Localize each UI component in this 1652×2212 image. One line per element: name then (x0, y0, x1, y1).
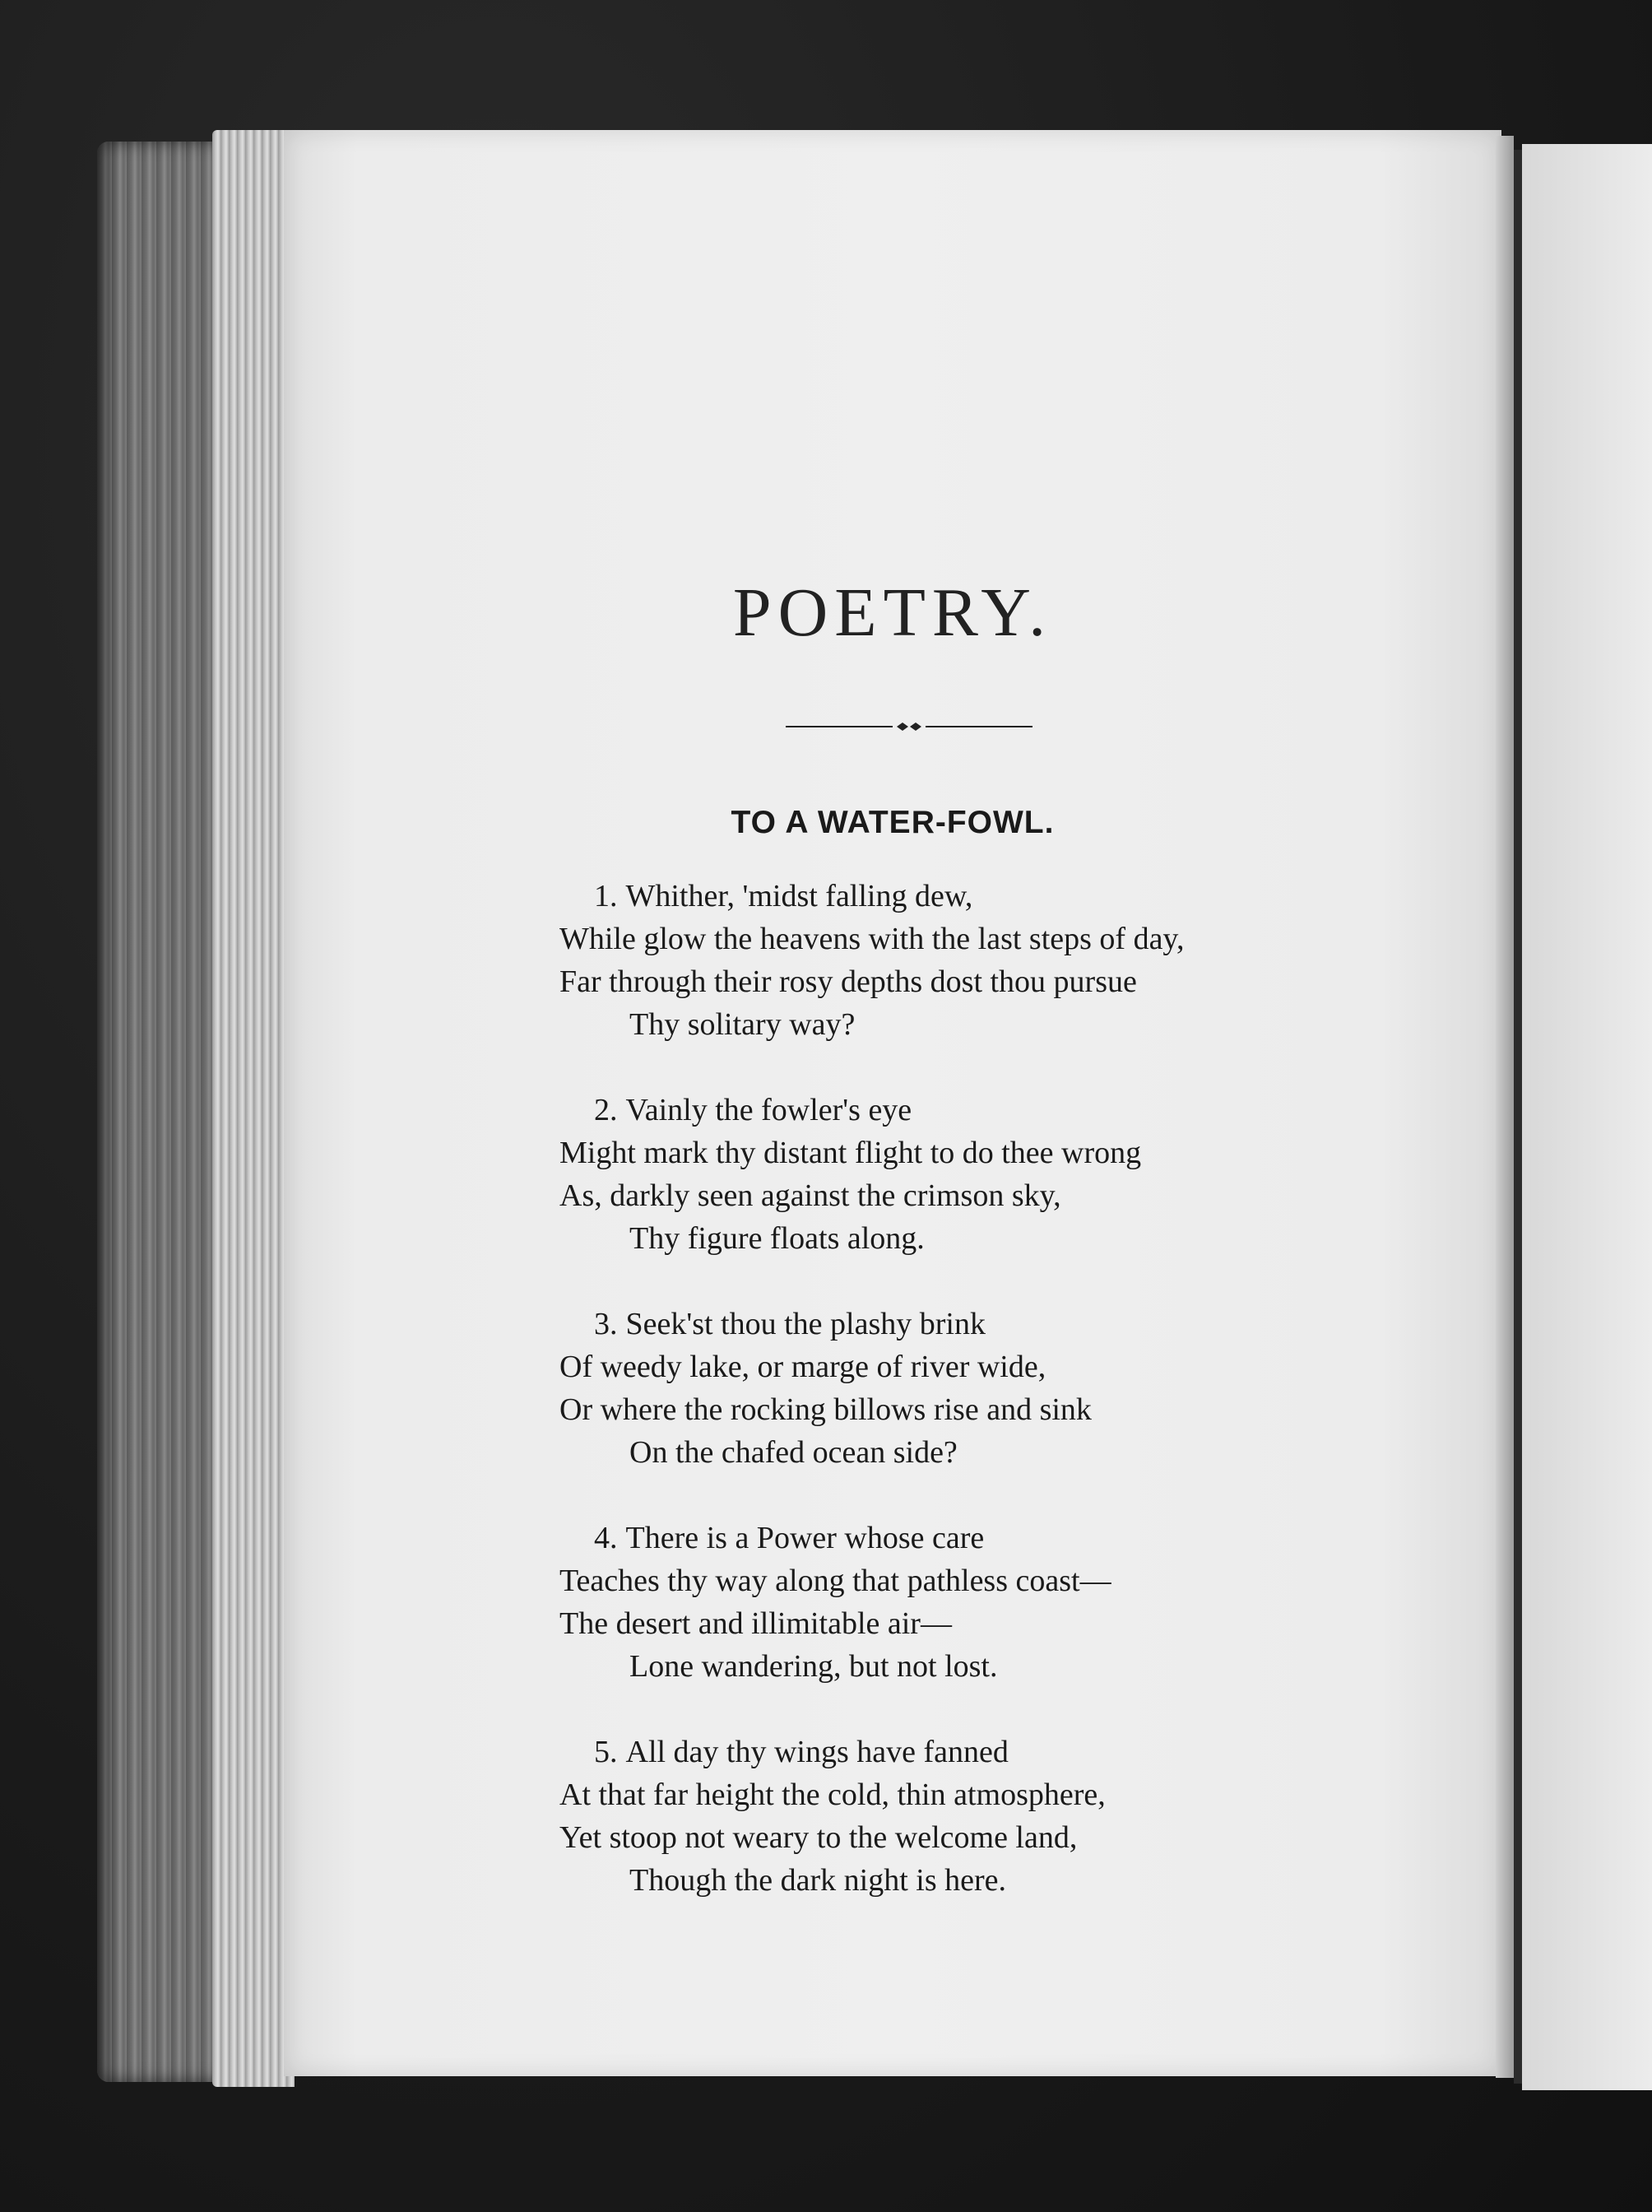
poem-line: Far through their rosy depths dost thou pursue (559, 964, 1137, 999)
poem-line: While glow the heavens with the last steps of day, (559, 922, 1185, 956)
page-gutter-shadow (1514, 150, 1522, 2084)
page-gutter (1496, 136, 1514, 2078)
poem-line: Thy figure floats along. (629, 1221, 925, 1256)
stanza-number: 5. (594, 1735, 618, 1769)
poem-line: At that far height the cold, thin atmosphere, (559, 1778, 1106, 1812)
poem-title: TO A WATER-FOWL. (731, 805, 1055, 840)
poem-line: Thy solitary way? (629, 1007, 856, 1042)
book-page-edges-light (212, 130, 295, 2087)
poem-line: Though the dark night is here. (629, 1863, 1007, 1898)
poem-line: On the chafed ocean side? (629, 1435, 958, 1470)
stanza (559, 1303, 1382, 1474)
stanza-number: 4. (594, 1521, 618, 1555)
stanza (559, 1517, 1382, 1688)
poem-line: As, darkly seen against the crimson sky, (559, 1178, 1061, 1213)
poem-line: 4. There is a Power whose care (594, 1521, 985, 1555)
page-content (284, 130, 1501, 2076)
poem-body (559, 875, 1382, 1945)
book-page (284, 130, 1501, 2076)
stanza (559, 1731, 1382, 1902)
page-heading: POETRY. (732, 574, 1053, 651)
stanza (559, 875, 1382, 1046)
poem-line: Or where the rocking billows rise and sink (559, 1392, 1092, 1427)
poem-line: 3. Seek'st thou the plashy brink (594, 1307, 986, 1341)
poem-line: Of weedy lake, or marge of river wide, (559, 1350, 1046, 1384)
stanza (559, 1089, 1382, 1260)
stanza-number: 3. (594, 1307, 618, 1341)
poem-line: The desert and illimitable air— (559, 1606, 952, 1641)
poem-line: 1. Whither, 'midst falling dew, (594, 879, 973, 913)
poem-line: 2. Vainly the fowler's eye (594, 1093, 912, 1127)
stanza-number: 2. (594, 1093, 618, 1127)
stanza-number: 1. (594, 879, 618, 913)
ornament-divider (786, 720, 1032, 733)
poem-line: Yet stoop not weary to the welcome land, (559, 1820, 1078, 1855)
poem-line: Lone wandering, but not lost. (629, 1649, 998, 1684)
poem-line: Might mark thy distant flight to do thee wrong (559, 1136, 1142, 1170)
poem-line: Teaches thy way along that pathless coast— (559, 1564, 1111, 1598)
facing-page (1522, 144, 1652, 2090)
poem-line: 5. All day thy wings have fanned (594, 1735, 1009, 1769)
